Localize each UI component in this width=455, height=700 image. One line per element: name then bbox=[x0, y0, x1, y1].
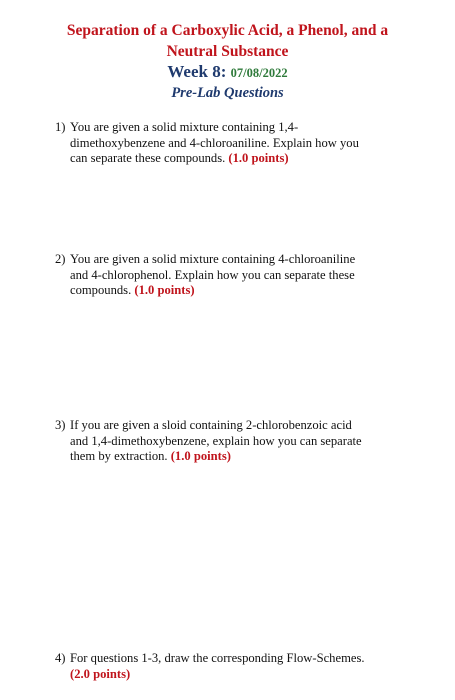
question-line: You are given a solid mixture containing 1,4- bbox=[70, 120, 299, 134]
title-line-2: Neutral Substance bbox=[166, 43, 289, 60]
question-line: For questions 1-3, draw the corresponding Flow-Schemes. bbox=[70, 651, 365, 665]
question-number: 2) bbox=[55, 252, 66, 266]
question-3 bbox=[55, 418, 430, 465]
question-2 bbox=[55, 252, 430, 299]
points-label: (1.0 points) bbox=[134, 283, 195, 297]
question-number: 1) bbox=[55, 120, 66, 134]
week-date: 07/08/2022 bbox=[230, 66, 288, 80]
question-4 bbox=[55, 651, 430, 682]
question-line: dimethoxybenzene and 4-chloroaniline. Explain how you bbox=[70, 135, 359, 150]
question-1 bbox=[55, 120, 430, 167]
question-line: compounds. bbox=[70, 283, 132, 297]
week-label: Week 8: bbox=[167, 62, 227, 81]
points-label: (1.0 points) bbox=[170, 449, 231, 463]
title-line-1: Separation of a Carboxylic Acid, a Phenol, and a bbox=[66, 22, 389, 39]
question-line: and 4-chlorophenol. Explain how you can separate these bbox=[70, 267, 355, 282]
question-line: can separate these compounds. bbox=[70, 151, 226, 165]
question-line: You are given a solid mixture containing 4-chloroaniline bbox=[70, 252, 356, 266]
question-line: If you are given a sloid containing 2-chlorobenzoic acid bbox=[70, 418, 352, 432]
document-title bbox=[40, 20, 415, 62]
question-line: and 1,4-dimethoxybenzene, explain how you can separate bbox=[70, 433, 362, 448]
question-line: them by extraction. bbox=[70, 449, 168, 463]
points-label: (1.0 points) bbox=[228, 151, 289, 165]
points-label: (2.0 points) bbox=[70, 666, 131, 681]
week-heading bbox=[0, 62, 455, 83]
question-number: 4) bbox=[55, 651, 66, 665]
question-number: 3) bbox=[55, 418, 66, 432]
subtitle: Pre-Lab Questions bbox=[171, 85, 284, 101]
